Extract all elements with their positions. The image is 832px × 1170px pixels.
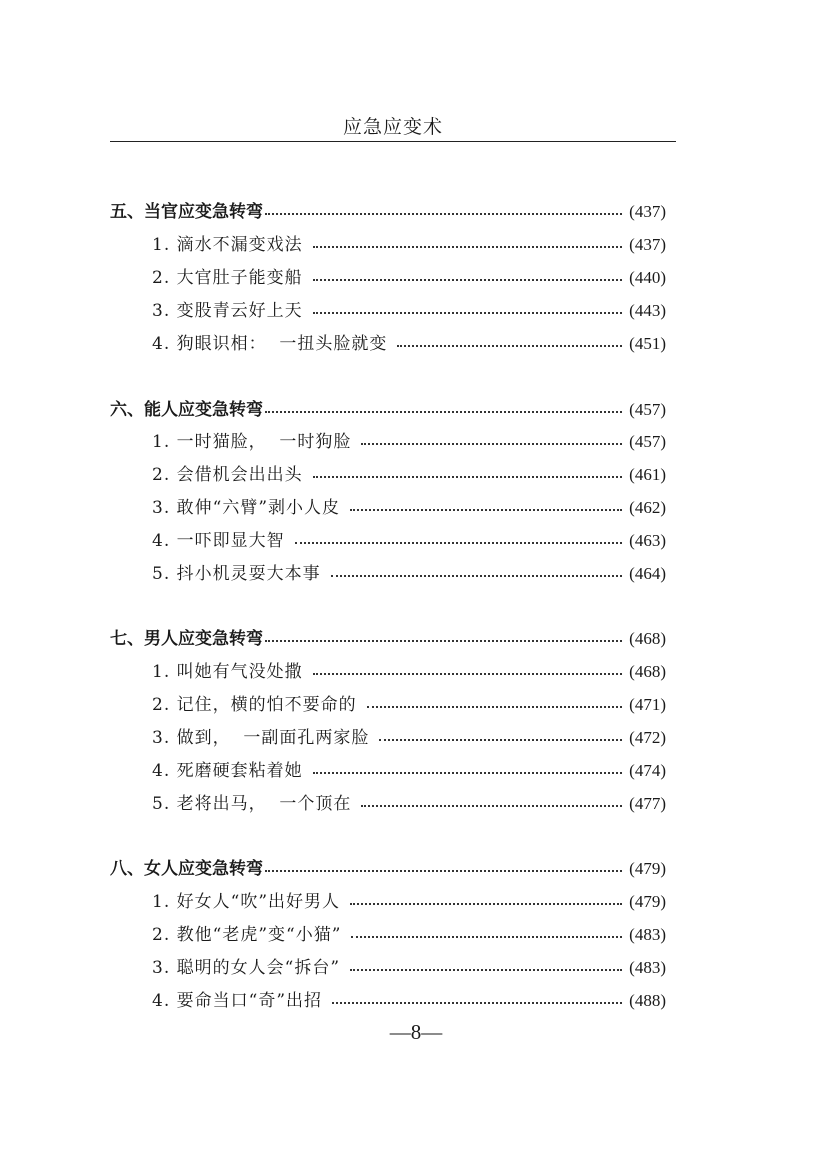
toc-item	[152, 985, 666, 1011]
page-header-title: 应急应变术	[342, 116, 443, 138]
toc-item	[152, 722, 666, 748]
dot-leader	[265, 869, 622, 872]
toc-item	[152, 426, 666, 452]
toc-item	[152, 689, 666, 715]
dot-leader	[313, 311, 623, 314]
toc-entry-text: 八、女人应变急转弯	[110, 859, 263, 879]
dot-leader	[367, 705, 623, 708]
toc-item	[152, 656, 666, 682]
toc-entry-text: 3. 敢伸“六臂”剥小人皮	[152, 498, 341, 518]
dot-leader	[379, 738, 622, 741]
toc-page-number: (463)	[629, 531, 666, 550]
toc-page-number: (440)	[629, 268, 666, 287]
toc-item	[152, 886, 666, 912]
toc-entry-text: 1. 叫她有气没处撒	[152, 662, 303, 682]
toc-item	[152, 295, 666, 321]
toc-page-number: (483)	[629, 925, 666, 944]
dot-leader	[350, 968, 622, 971]
toc-page-number: (468)	[629, 629, 666, 648]
toc-page-number: (461)	[629, 465, 666, 484]
toc-page-number: (471)	[629, 695, 666, 714]
toc-page-number: (488)	[629, 991, 666, 1010]
toc-section-5	[110, 196, 666, 222]
toc-entry-text: 3. 变股青云好上天	[152, 301, 303, 321]
dot-leader	[313, 771, 623, 774]
toc-entry-text: 4. 死磨硬套粘着她	[152, 761, 303, 781]
toc-page-number: (464)	[629, 564, 666, 583]
dot-leader	[313, 278, 623, 281]
toc-entry-text: 3. 做到， 一副面孔两家脸	[152, 728, 370, 748]
toc-page-number: (451)	[629, 334, 666, 353]
toc-entry-text: 4. 狗眼识相： 一扭头脸就变	[152, 334, 388, 354]
toc-item	[152, 755, 666, 781]
dot-leader	[331, 574, 623, 577]
toc-item	[152, 229, 666, 255]
dot-leader	[397, 344, 622, 347]
dot-leader	[313, 245, 623, 248]
toc-entry-text: 六、能人应变急转弯	[110, 400, 263, 420]
toc-entry-text: 2. 会借机会出出头	[152, 465, 303, 485]
dot-leader	[313, 672, 623, 675]
toc-item	[152, 459, 666, 485]
toc-page-number: (468)	[629, 662, 666, 681]
dot-leader	[361, 442, 622, 445]
toc-entry-text: 1. 好女人“吹”出好男人	[152, 892, 341, 912]
dot-leader	[295, 541, 623, 544]
toc-entry-text: 4. 要命当口“奇”出招	[152, 991, 323, 1011]
toc-page-number: (437)	[629, 202, 666, 221]
toc-page-number: (457)	[629, 432, 666, 451]
toc-page-number: (479)	[629, 859, 666, 878]
toc-entry-text: 五、当官应变急转弯	[110, 202, 263, 222]
toc-section-7	[110, 623, 666, 649]
toc-item	[152, 558, 666, 584]
toc-page-number: (479)	[629, 892, 666, 911]
toc-page-number: (443)	[629, 301, 666, 320]
toc-item	[152, 952, 666, 978]
toc-page-number: (483)	[629, 958, 666, 977]
toc-entry-text: 七、男人应变急转弯	[110, 629, 263, 649]
toc-page-number: (457)	[629, 400, 666, 419]
toc-entry-text: 1. 一时猫脸， 一时狗脸	[152, 432, 352, 452]
dot-leader	[265, 212, 622, 215]
toc-section-8	[110, 853, 666, 879]
toc-item	[152, 328, 666, 354]
toc-entry-text: 2. 教他“老虎”变“小猫”	[152, 925, 342, 945]
dot-leader	[265, 639, 622, 642]
dot-leader	[350, 902, 622, 905]
toc-item	[152, 262, 666, 288]
toc-item	[152, 492, 666, 518]
toc-entry-text: 5. 抖小机灵耍大本事	[152, 564, 321, 584]
toc-entry-text: 4. 一吓即显大智	[152, 531, 285, 551]
toc-page-number: (462)	[629, 498, 666, 517]
toc-section-6	[110, 394, 666, 420]
toc-item	[152, 919, 666, 945]
dot-leader	[351, 935, 622, 938]
toc-entry-text: 2. 大官肚子能变船	[152, 268, 303, 288]
page-number: —8—	[389, 1020, 443, 1044]
toc-item	[152, 788, 666, 814]
toc-page-number: (474)	[629, 761, 666, 780]
toc-item	[152, 525, 666, 551]
dot-leader	[361, 804, 622, 807]
toc-entry-text: 3. 聪明的女人会“拆台”	[152, 958, 341, 978]
dot-leader	[313, 475, 623, 478]
toc-page-number: (472)	[629, 728, 666, 747]
toc-page-number: (437)	[629, 235, 666, 254]
toc-entry-text: 1. 滴水不漏变戏法	[152, 235, 303, 255]
toc-page-number: (477)	[629, 794, 666, 813]
toc-entry-text: 2. 记住，横的怕不要命的	[152, 695, 357, 715]
dot-leader	[332, 1001, 622, 1004]
dot-leader	[265, 410, 622, 413]
toc-entry-text: 5. 老将出马， 一个顶在	[152, 794, 352, 814]
dot-leader	[350, 508, 622, 511]
header-rule	[110, 141, 676, 142]
